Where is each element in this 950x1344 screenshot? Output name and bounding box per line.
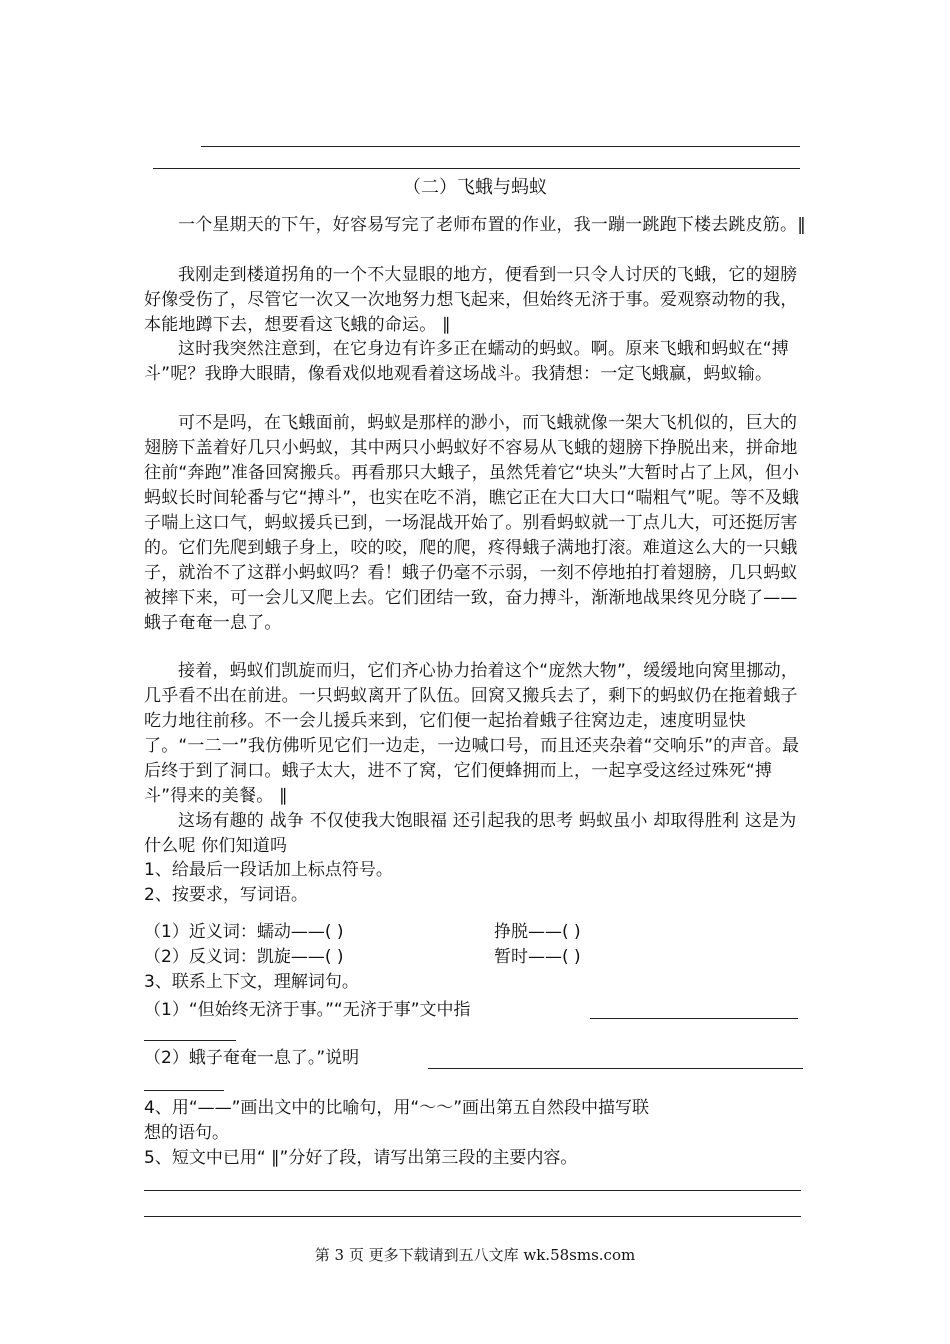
question-3-1: （1）“但始终无济于事。”“无济于事”文中指 bbox=[144, 1000, 471, 1020]
section-title: （二）飞蛾与蚂蚁 bbox=[403, 177, 547, 198]
paragraph-6: 这场有趣的 战争 不仅使我大饱眼福 还引起我的思考 蚂蚁虽小 却取得胜利 这是为什么呢 你们知道吗 bbox=[144, 811, 797, 856]
question-3-2: （2）蛾子奄奄一息了。”说明 bbox=[144, 1048, 360, 1068]
answer-line-top-1 bbox=[201, 146, 800, 147]
question-2: 2、按要求，写词语。 bbox=[144, 885, 308, 905]
page-footer: 第 3 页 更多下载请到五八文库 wk.58sms.com bbox=[314, 1246, 636, 1264]
question-5: 5、短文中已用“ ∥”分好了段，请写出第三段的主要内容。 bbox=[144, 1148, 578, 1168]
question-2-2-antonym: （2）反义词：凯旋——( ) bbox=[144, 947, 344, 967]
answer-line-5a[interactable] bbox=[144, 1190, 801, 1191]
answer-line-3-2a[interactable] bbox=[428, 1068, 803, 1069]
question-2-1-synonym-right: 挣脱——( ) bbox=[494, 922, 581, 942]
answer-line-top-2 bbox=[153, 168, 800, 169]
question-2-2-antonym-right: 暂时——( ) bbox=[494, 947, 581, 967]
question-4-line-1: 4、用“——”画出文中的比喻句，用“～～”画出第五自然段中描写联 bbox=[144, 1098, 650, 1118]
paragraph-3: 这时我突然注意到，在它身边有许多正在蠕动的蚂蚁。啊。原来飞蛾和蚂蚁在“搏斗”呢？我睁大眼睛，像看戏似地观看着这场战斗。我猜想：一定飞蛾赢，蚂蚁输。 bbox=[144, 339, 790, 384]
paragraph-2: 我刚走到楼道拐角的一个不大显眼的地方，便看到一只令人讨厌的飞蛾，它的翅膀好像受伤了，尽管它一次又一次地努力想飞起来，但始终无济于事。爱观察动物的我，本能地蹲下去，想要看这飞蛾的命运。 ∥ bbox=[144, 265, 798, 335]
paragraph-4: 可不是吗，在飞蛾面前，蚂蚁是那样的渺小，而飞蛾就像一架大飞机似的，巨大的翅膀下盖着好几只小蚂蚁，其中两只小蚂蚁好不容易从飞蛾的翅膀下挣脱出来，拼命地往前“奔跑”准备回窝搬兵。再看那只大蛾子，虽然凭着它“块头”大暂时占了上风，但小蚂蚁长时间轮番与它“搏斗”，也实在吃不消，瞧它正在大口大口“喘粗气”呢。等不及蛾子喘上这口气，蚂蚁援兵已到，一场混战开始了。别看蚂蚁就一丁点儿大，可还挺厉害的。它们先爬到蛾子身上，咬的咬，爬的爬，疼得蛾子满地打滚。难道这么大的一只蛾子，就治不了这群小蚂蚁吗？看！蛾子仍毫不示弱，一刻不停地拍打着翅膀，几只蚂蚁被摔下来，可一会儿又爬上去。它们团结一致，奋力搏斗，渐渐地战果终见分晓了——蛾子奄奄一息了。 bbox=[144, 413, 800, 633]
question-1: 1、给最后一段话加上标点符号。 bbox=[144, 860, 393, 880]
answer-line-3-1b[interactable] bbox=[144, 1040, 236, 1041]
question-4-line-2: 想的语句。 bbox=[144, 1123, 229, 1143]
answer-line-3-2b[interactable] bbox=[144, 1090, 224, 1091]
answer-line-5b[interactable] bbox=[144, 1216, 801, 1217]
answer-line-3-1a[interactable] bbox=[590, 1018, 798, 1019]
question-3: 3、联系上下文，理解词句。 bbox=[144, 972, 359, 992]
paragraph-1: 一个星期天的下午，好容易写完了老师布置的作业，我一蹦一跳跑下楼去跳皮筋。‖ bbox=[178, 215, 806, 235]
paragraph-5: 接着，蚂蚁们凯旋而归，它们齐心协力抬着这个“庞然大物”，缓缓地向窝里挪动，几乎看不出在前进。一只蚂蚁离开了队伍。回窝又搬兵去了，剩下的蚂蚁仍在拖着蛾子吃力地往前移。不一会儿援兵来到，它们便一起抬着蛾子往窝边走，速度明显快了。“一二一”我仿佛听见它们一边走，一边喊口号，而且还夹杂着“交响乐”的声音。最后终于到了洞口。蛾子太大，进不了窝，它们便蜂拥而上，一起享受这经过殊死“搏斗”得来的美餐。 ∥ bbox=[144, 661, 800, 806]
question-2-1-synonym: （1）近义词：蠕动——( ) bbox=[144, 922, 344, 942]
